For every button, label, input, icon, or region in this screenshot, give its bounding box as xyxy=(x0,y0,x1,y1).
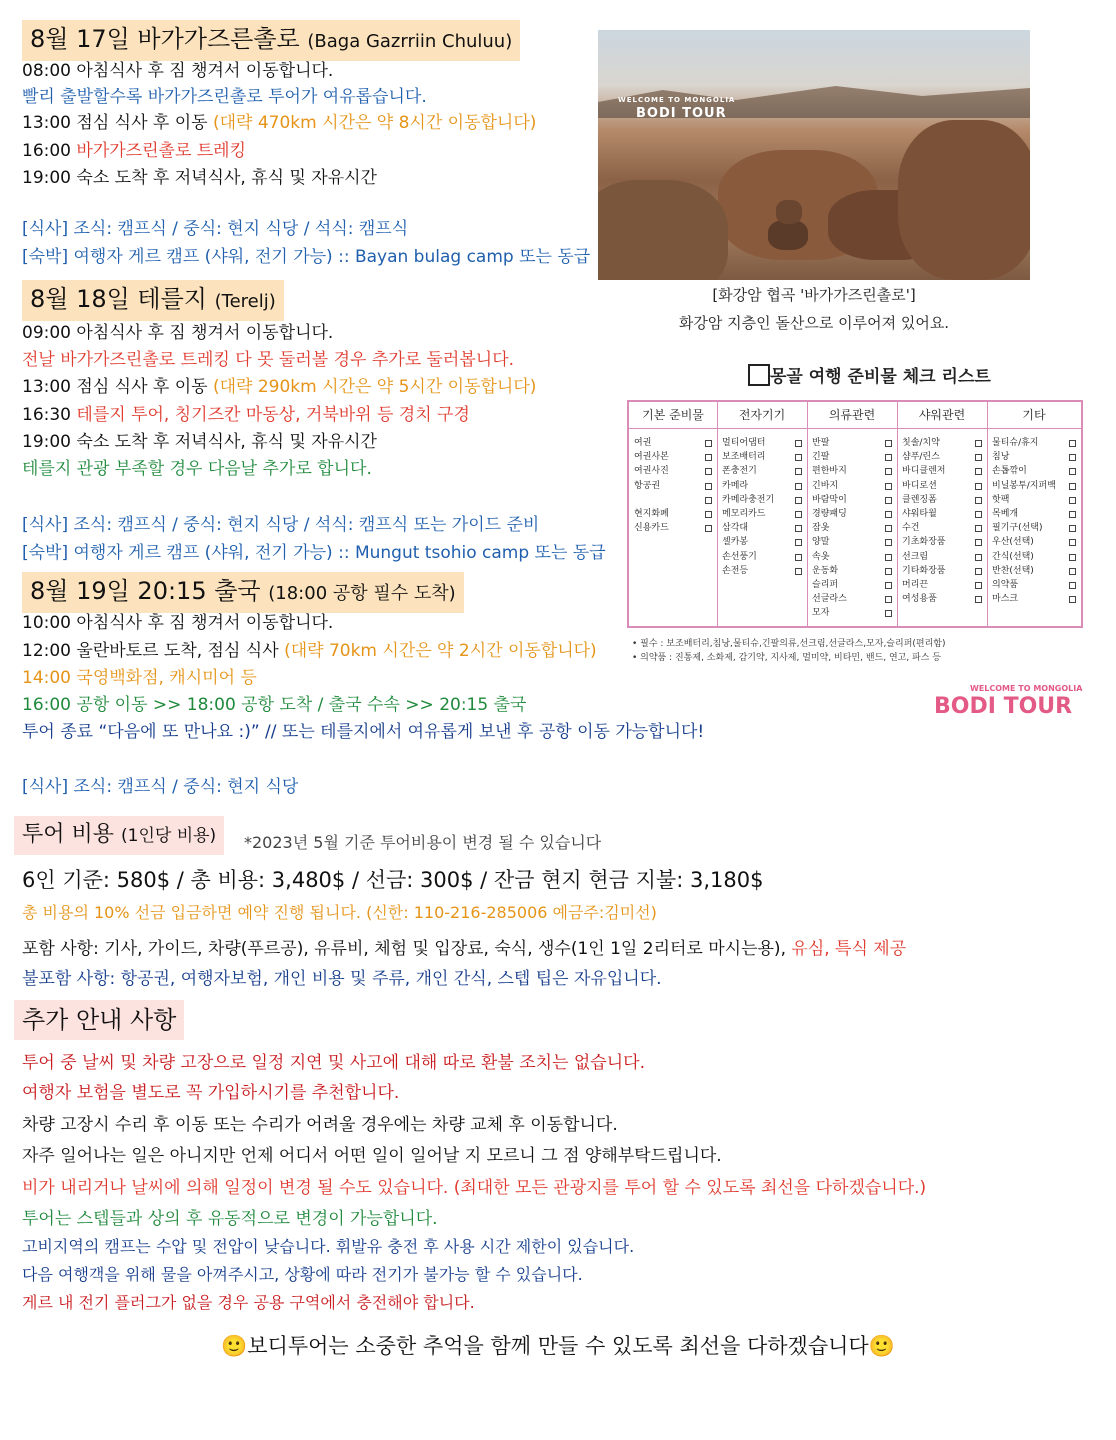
checkbox-icon[interactable] xyxy=(885,610,892,617)
checklist-brand-big: BODI TOUR xyxy=(934,694,1073,719)
checklist-item: 카메라 xyxy=(722,480,749,491)
checkbox-icon[interactable] xyxy=(1069,539,1076,546)
checklist-item: 손톱깎이 xyxy=(992,466,1027,477)
checkbox-icon[interactable] xyxy=(885,440,892,447)
checklist-item: 샴푸/린스 xyxy=(902,452,940,463)
checkbox-icon[interactable] xyxy=(975,582,982,589)
checkbox-icon[interactable] xyxy=(1069,596,1076,603)
checkbox-icon[interactable] xyxy=(795,483,802,490)
checkbox-icon[interactable] xyxy=(705,497,712,504)
checklist-item: 클렌징폼 xyxy=(902,494,937,505)
checklist-item: 바디클렌저 xyxy=(902,466,946,477)
checklist-brand-small: WELCOME TO MONGOLIA xyxy=(970,684,1083,693)
checkbox-icon[interactable] xyxy=(885,596,892,603)
extra-line: 게르 내 전기 플러그가 없을 경우 공용 구역에서 충전해야 합니다. xyxy=(22,1293,475,1312)
checkbox-icon[interactable] xyxy=(795,539,802,546)
checkbox-icon[interactable] xyxy=(1069,497,1076,504)
cost-title-sub: (1인당 비용) xyxy=(121,826,217,846)
checkbox-icon[interactable] xyxy=(975,525,982,532)
checklist-item: 항공권 xyxy=(634,480,661,491)
checklist-item: 보조배터리 xyxy=(722,452,766,463)
checklist-item: 필기구(선택) xyxy=(992,523,1043,534)
checkbox-icon[interactable] xyxy=(975,440,982,447)
checklist-item: 칫솔/치약 xyxy=(902,438,940,448)
checkbox-icon[interactable] xyxy=(795,511,802,518)
day19-line: 14:00 국영백화점, 캐시미어 등 xyxy=(22,668,257,688)
day17-meals: [식사] 조식: 캠프식 / 중식: 현지 식당 / 석식: 캠프식 xyxy=(22,219,409,239)
day18-line: 테를지 관광 부족할 경우 다음날 추가로 합니다. xyxy=(22,459,372,479)
checkbox-icon[interactable] xyxy=(795,454,802,461)
checkbox-icon[interactable] xyxy=(705,511,712,518)
checkbox-icon[interactable] xyxy=(1069,440,1076,447)
day18-line: 09:00 아침식사 후 짐 챙겨서 이동합니다. xyxy=(22,323,334,343)
checkbox-icon[interactable] xyxy=(1069,568,1076,575)
smile-icon: 🙂 xyxy=(221,1334,248,1358)
checklist-item: 선글라스 xyxy=(812,594,847,605)
checkbox-icon[interactable] xyxy=(885,497,892,504)
checklist-item: 바디로션 xyxy=(902,480,937,491)
photo-caption-title: [화강암 협곡 '바가가즈린촐로'] xyxy=(712,286,916,304)
day18-distance: (대략 290km 시간은 약 5시간 이동합니다) xyxy=(212,377,537,397)
checklist-item: 기초화장품 xyxy=(902,537,946,548)
included-items xyxy=(22,934,906,959)
checkbox-icon[interactable] xyxy=(885,483,892,490)
checkbox-icon[interactable] xyxy=(1069,554,1076,561)
day17-line: 빨리 출발할수록 바가가즈린촐로 투어가 여유롭습니다. xyxy=(22,87,427,107)
checklist-header: 의류관련 xyxy=(807,402,897,429)
checklist-item: 신용카드 xyxy=(634,523,669,534)
checkbox-icon[interactable] xyxy=(1069,582,1076,589)
checkbox-icon[interactable] xyxy=(705,525,712,532)
checklist-item: 샤워타월 xyxy=(902,509,937,519)
checkbox-icon[interactable] xyxy=(885,511,892,518)
checklist-item: 여권사진 xyxy=(634,466,669,477)
checkbox-icon[interactable] xyxy=(975,554,982,561)
day17-trekking: 바가가즈린촐로 트레킹 xyxy=(76,141,247,161)
checkbox-icon[interactable] xyxy=(795,568,802,575)
extra-line: 고비지역의 캠프는 수압 및 전압이 낮습니다. 휘발유 충전 후 사용 시간 제한이 있습니다. xyxy=(22,1237,635,1256)
checkbox-icon[interactable] xyxy=(1069,525,1076,532)
checklist-item: 현지화폐 xyxy=(634,509,669,519)
checkbox-icon[interactable] xyxy=(975,468,982,475)
checklist-item: 긴바지 xyxy=(812,480,839,491)
day19-arrival: 12:00 울란바토르 도착, 점심 식사 xyxy=(22,641,285,661)
checklist-header: 전자기기 xyxy=(717,402,807,429)
checklist-header: 기타 xyxy=(987,402,1081,429)
checkbox-icon[interactable] xyxy=(975,539,982,546)
day17-distance: (대략 470km 시간은 약 8시간 이동합니다) xyxy=(212,113,537,133)
checklist-item: 비닐봉투/지퍼백 xyxy=(992,480,1056,491)
checkbox-icon[interactable] xyxy=(705,483,712,490)
checkbox-icon[interactable] xyxy=(705,454,712,461)
checkbox-icon[interactable] xyxy=(1069,483,1076,490)
checklist-item: 모자 xyxy=(812,608,830,619)
checklist-table xyxy=(627,400,1083,628)
checkbox-icon[interactable] xyxy=(885,554,892,561)
checklist-item: 기타화장품 xyxy=(902,565,946,576)
checklist-item: 머리끈 xyxy=(902,580,929,590)
checkbox-icon[interactable] xyxy=(795,525,802,532)
checklist-item: 삼각대 xyxy=(722,523,749,534)
checkbox-icon[interactable] xyxy=(885,468,892,475)
day19-line xyxy=(22,638,597,664)
day19-meals: [식사] 조식: 캠프식 / 중식: 현지 식당 xyxy=(22,777,299,797)
checklist-item: 수건 xyxy=(902,523,920,534)
checklist-item: 양말 xyxy=(812,537,830,548)
day17-lodging: [숙박] 여행자 게르 캠프 (샤워, 전기 가능) :: Bayan bulag camp 또는 동급 xyxy=(22,247,591,267)
day17-title-en: (Baga Gazrriin Chuluu) xyxy=(307,31,513,52)
checkbox-icon[interactable] xyxy=(885,454,892,461)
checklist-item: 핫팩 xyxy=(992,494,1010,505)
checklist-item: 손선풍기 xyxy=(722,551,757,562)
day18-title-en: (Terelj) xyxy=(214,291,276,312)
checklist-item: 여성용품 xyxy=(902,594,937,605)
checkbox-icon[interactable] xyxy=(1069,511,1076,518)
checklist-item: 침낭 xyxy=(992,452,1010,463)
extra-line: 여행자 보험을 별도로 꼭 가입하시기를 추천합니다. xyxy=(22,1083,400,1103)
closing-text: 보디투어는 소중한 추억을 함께 만들 수 있도록 최선을 다하겠습니다 xyxy=(247,1334,869,1358)
day18-line xyxy=(22,402,470,428)
checklist-item: 운동화 xyxy=(812,565,839,576)
day19-line: 10:00 아침식사 후 짐 챙겨서 이동합니다. xyxy=(22,613,334,633)
included-text: 포함 사항: 기사, 가이드, 차량(푸르공), 유류비, 체험 및 입장료, 숙식, 생수(1인 1일 2리터로 마시는용), xyxy=(22,939,792,959)
photo-brand-big: BODI TOUR xyxy=(636,106,727,121)
checkbox-icon[interactable] xyxy=(885,568,892,575)
day19-title: 8월 19일 20:15 출국 xyxy=(30,577,261,605)
checklist-item: 메모리카드 xyxy=(722,509,766,519)
checklist-item: 슬리퍼 xyxy=(812,580,839,590)
checklist-item: 목베개 xyxy=(992,509,1019,519)
checklist-note-medicine: • 의약품 : 진통제, 소화제, 감기약, 지사제, 멀미약, 비타민, 밴드, 연고, 파스 등 xyxy=(632,653,941,663)
checklist-item: 긴팔 xyxy=(812,452,830,463)
checklist-item: 속옷 xyxy=(812,551,830,562)
extra-heading: 추가 안내 사항 xyxy=(14,1000,184,1040)
checklist-item: 우산(선택) xyxy=(992,537,1034,548)
smile-icon: 🙂 xyxy=(868,1334,895,1358)
extra-line: 투어 중 날씨 및 차량 고장으로 일정 지연 및 사고에 대해 따로 환불 조치는 없습니다. xyxy=(22,1053,645,1073)
checklist-item: 경량패딩 xyxy=(812,509,847,519)
day18-meals: [식사] 조식: 캠프식 / 중식: 현지 식당 / 석식: 캠프식 또는 가이드 준비 xyxy=(22,515,540,535)
day18-title: 8월 18일 테를지 xyxy=(30,285,207,313)
checklist-header: 샤워관련 xyxy=(897,402,987,429)
checklist-item: 선크림 xyxy=(902,551,929,562)
checklist-item: 멀티어댑터 xyxy=(722,438,766,448)
checklist-item: 셀카봉 xyxy=(722,537,749,548)
day18-heading xyxy=(22,280,284,321)
cost-heading xyxy=(14,816,224,855)
day17-line xyxy=(22,110,536,136)
checkbox-icon[interactable] xyxy=(795,468,802,475)
checkbox-icon[interactable] xyxy=(885,525,892,532)
day17-heading xyxy=(22,20,520,61)
checkbox-icon[interactable] xyxy=(1069,454,1076,461)
checkbox-icon[interactable] xyxy=(975,511,982,518)
checklist-item: 카메라충전기 xyxy=(722,494,775,505)
checkbox-icon[interactable] xyxy=(885,539,892,546)
day17-lunch: 13:00 점심 식사 후 이동 xyxy=(22,113,213,133)
cost-note: *2023년 5월 기준 투어비용이 변경 될 수 있습니다 xyxy=(244,833,602,852)
day17-time: 16:00 xyxy=(22,141,77,161)
checklist-title: 몽골 여행 준비물 체크 리스트 xyxy=(770,367,991,387)
checklist-item: 의약품 xyxy=(992,580,1019,590)
extra-line: 차량 고장시 수리 후 이동 또는 수리가 어려울 경우에는 차량 교체 후 이동합니다. xyxy=(22,1115,618,1135)
day18-lodging: [숙박] 여행자 게르 캠프 (샤워, 전기 가능) :: Mungut tsohio camp 또는 동급 xyxy=(22,543,606,563)
day19-title-sub: (18:00 공항 필수 도착) xyxy=(268,583,456,604)
checklist-item: 반팔 xyxy=(812,438,830,448)
checkbox-icon[interactable] xyxy=(795,497,802,504)
day19-distance: (대략 70km 시간은 약 2시간 이동합니다) xyxy=(284,641,597,661)
checklist-item: 반찬(선택) xyxy=(992,565,1034,576)
day18-line xyxy=(22,374,536,400)
extra-line: 투어는 스텝들과 상의 후 유동적으로 변경이 가능합니다. xyxy=(22,1209,438,1229)
day18-line: 19:00 숙소 도착 후 저녁식사, 휴식 및 자유시간 xyxy=(22,432,377,452)
checklist-item: 간식(선택) xyxy=(992,551,1034,562)
checkbox-icon[interactable] xyxy=(975,454,982,461)
photo-caption-desc: 화강암 지층인 돌산으로 이루어져 있어요. xyxy=(678,314,950,332)
extra-line: 다음 여행객을 위해 물을 아껴주시고, 상황에 따라 전기가 불가능 할 수 있습니다. xyxy=(22,1265,583,1284)
day18-time: 16:30 xyxy=(22,405,77,425)
extra-line: 비가 내리거나 날씨에 의해 일정이 변경 될 수도 있습니다. (최대한 모든 관광지를 투어 할 수 있도록 최선을 다하겠습니다.) xyxy=(22,1178,927,1198)
checkbox-icon[interactable] xyxy=(975,483,982,490)
checklist-item: 바람막이 xyxy=(812,494,847,505)
checklist-item: 여권사본 xyxy=(634,452,669,463)
excluded-items: 불포함 사항: 항공권, 여행자보험, 개인 비용 및 주류, 개인 간식, 스텝 팁은 자유입니다. xyxy=(22,969,662,989)
checkbox-icon[interactable] xyxy=(705,440,712,447)
included-special: 유심, 특식 제공 xyxy=(791,939,907,959)
day17-line: 19:00 숙소 도착 후 저녁식사, 휴식 및 자유시간 xyxy=(22,168,377,188)
checkbox-icon[interactable] xyxy=(795,554,802,561)
checklist-item: 손전등 xyxy=(722,565,749,576)
day19-line: 16:00 공항 이동 >> 18:00 공항 도착 / 출국 수속 >> 20:15 출국 xyxy=(22,695,527,715)
checklist-item: 편한바지 xyxy=(812,466,847,477)
checkbox-icon[interactable] xyxy=(795,440,802,447)
day18-line: 전날 바가가즈린촐로 트레킹 다 못 둘러볼 경우 추가로 둘러봅니다. xyxy=(22,350,515,370)
rock-canyon-photo xyxy=(598,30,1030,280)
checklist-note-required: • 필수 : 보조배터리,침낭,물티슈,긴팔의류,선크림,선글라스,모자,슬리퍼(편리함) xyxy=(632,639,946,649)
day19-line: 투어 종료 “다음에 또 만나요 :)” // 또는 테를지에서 여유롭게 보낸 후 공항 이동 가능합니다! xyxy=(22,722,705,742)
deposit-info: 총 비용의 10% 선금 입금하면 예약 진행 됩니다. (신한: 110-216-285006 예금주:김미선) xyxy=(22,903,657,922)
closing-message xyxy=(0,1330,1116,1360)
checkbox-icon[interactable] xyxy=(705,468,712,475)
checkbox-icon[interactable] xyxy=(1069,468,1076,475)
checklist-header: 기본 준비물 xyxy=(629,402,717,429)
cost-title: 투어 비용 xyxy=(22,822,115,847)
day17-line xyxy=(22,138,246,164)
extra-line: 자주 일어나는 일은 아니지만 언제 어디서 어떤 일이 일어날 지 모르니 그 점 양해부탁드립니다. xyxy=(22,1146,722,1166)
day18-tour: 테를지 투어, 칭기즈칸 마동상, 거북바위 등 경치 구경 xyxy=(76,405,470,425)
day18-lunch: 13:00 점심 식사 후 이동 xyxy=(22,377,213,397)
checklist-item: 여권 xyxy=(634,438,652,448)
checklist-item: 마스크 xyxy=(992,594,1019,605)
checkbox-icon[interactable] xyxy=(975,568,982,575)
day17-line: 08:00 아침식사 후 짐 챙겨서 이동합니다. xyxy=(22,61,334,81)
price-line: 6인 기준: 580$ / 총 비용: 3,480$ / 선금: 300$ / 잔금 현지 현금 지불: 3,180$ xyxy=(22,868,764,892)
day17-title: 8월 17일 바가가즈른촐로 xyxy=(30,25,300,53)
checkbox-icon[interactable] xyxy=(975,596,982,603)
checkbox-icon[interactable] xyxy=(885,582,892,589)
checklist-item: 폰충전기 xyxy=(722,466,757,477)
day19-heading xyxy=(22,572,464,613)
checklist-item: 잠옷 xyxy=(812,523,830,534)
photo-brand-small: WELCOME TO MONGOLIA xyxy=(618,96,736,104)
checkbox-icon[interactable] xyxy=(975,497,982,504)
checkbox-icon xyxy=(748,364,770,386)
checklist-item: 물티슈/휴지 xyxy=(992,438,1039,448)
